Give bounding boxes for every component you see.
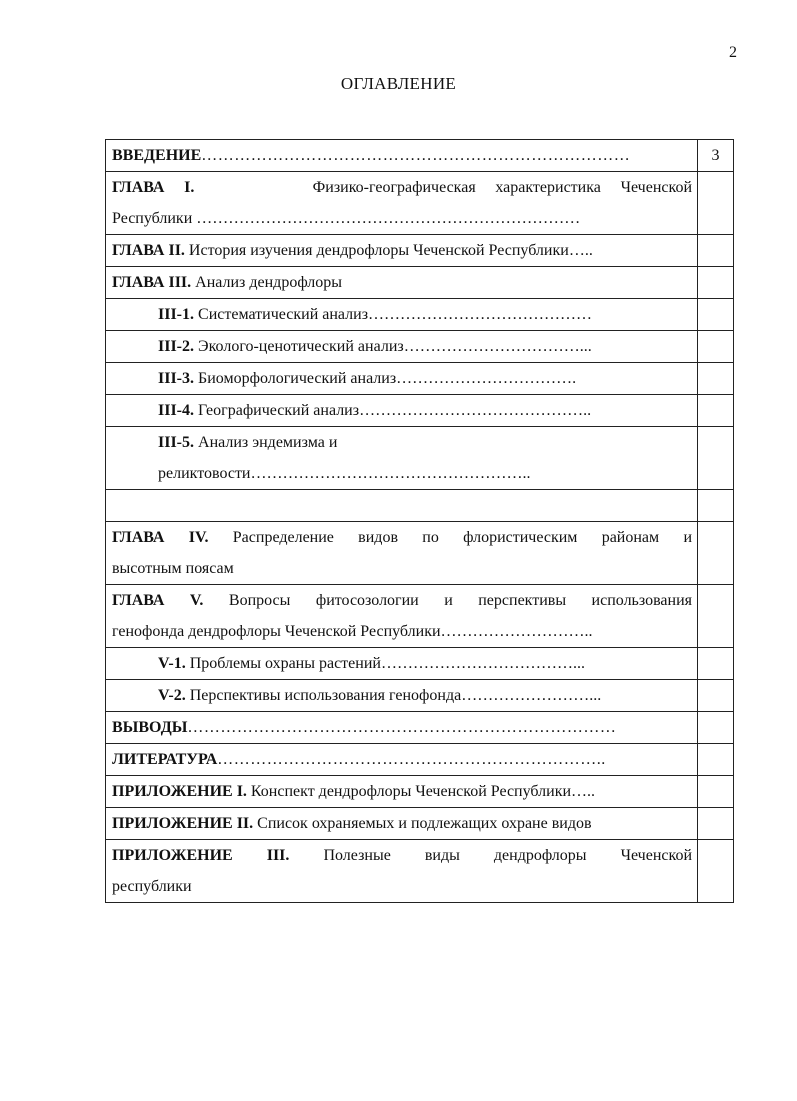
toc-text: Географический анализ……………………………………..: [198, 402, 592, 419]
toc-row-intro: [106, 140, 734, 172]
toc-label: III-3.: [158, 370, 195, 387]
toc-text: Эколого-ценотический анализ……………………………...: [198, 338, 592, 355]
toc-row-literature: [106, 744, 734, 776]
toc-text: Вопросы фитосозологии и перспективы использования: [228, 592, 693, 609]
toc-label: ВВЕДЕНИЕ: [112, 147, 202, 164]
toc-label: ГЛАВА III.: [112, 274, 192, 291]
toc-text: История изучения дендрофлоры Чеченской Республики…..: [188, 242, 593, 259]
toc-row-app2: [106, 808, 734, 840]
toc-label: III-5.: [158, 434, 195, 451]
toc-label: ПРИЛОЖЕНИЕ I.: [112, 783, 247, 800]
toc-text-cont: реликтовости……………………………………………..: [158, 465, 531, 482]
toc-text: Физико-географическая характеристика Чеченской: [312, 179, 693, 196]
toc-label: III-4.: [158, 402, 195, 419]
toc-table: [105, 139, 734, 903]
toc-text: Список охраняемых и подлежащих охране видов: [257, 815, 592, 832]
toc-row-s3-5: [106, 427, 734, 490]
toc-row-s3-3: [106, 363, 734, 395]
toc-label: ГЛАВА I.: [112, 179, 195, 196]
toc-label: ВЫВОДЫ: [112, 719, 188, 736]
toc-row-s5-1: [106, 648, 734, 680]
toc-row-app1: [106, 776, 734, 808]
toc-label: ГЛАВА IV.: [112, 529, 209, 546]
toc-text: Конспект дендрофлоры Чеченской Республики…..: [250, 783, 596, 800]
toc-row-ch2: [106, 235, 734, 267]
toc-row-app3: [106, 840, 734, 903]
toc-text: Распределение видов по флористическим районам и: [232, 529, 693, 546]
toc-label: ГЛАВА II.: [112, 242, 185, 259]
toc-row-s3-1: [106, 299, 734, 331]
toc-label: III-2.: [158, 338, 195, 355]
toc-row-ch4: [106, 522, 734, 585]
toc-row-s3-4: [106, 395, 734, 427]
toc-text: Перспективы использования генофонда……………………...: [189, 687, 602, 704]
toc-label: V-1.: [158, 655, 186, 672]
toc-label: V-2.: [158, 687, 186, 704]
toc-label: III-1.: [158, 306, 195, 323]
toc-row-ch5: [106, 585, 734, 648]
toc-text: Биоморфологический анализ…………………………….: [198, 370, 577, 387]
page-number: 2: [729, 44, 737, 61]
toc-row-conclusions: [106, 712, 734, 744]
page-title: ОГЛАВЛЕНИЕ: [340, 74, 457, 93]
toc-leader: ……………………………………………………………………: [201, 147, 631, 164]
toc-text: Систематический анализ……………………………………: [198, 306, 593, 323]
toc-label: ЛИТЕРАТУРА: [112, 751, 218, 768]
toc-row-s5-2: [106, 680, 734, 712]
toc-text: Анализ эндемизма и: [198, 434, 338, 451]
toc-label: ГЛАВА V.: [112, 592, 204, 609]
toc-label: ПРИЛОЖЕНИЕ II.: [112, 815, 254, 832]
toc-text: Анализ дендрофлоры: [195, 274, 343, 291]
toc-leader: ……………………………………………………………………: [187, 719, 617, 736]
toc-text-cont: высотным поясам: [112, 560, 234, 577]
toc-page: 3: [698, 140, 734, 172]
toc-row-ch1: [106, 172, 734, 235]
toc-text-cont: республики: [112, 878, 192, 895]
toc-row-s3-2: [106, 331, 734, 363]
toc-text-cont: генофонда дендрофлоры Чеченской Республики………………………..: [112, 623, 593, 640]
toc-row-empty: [106, 490, 734, 522]
toc-text: Полезные виды дендрофлоры Чеченской: [323, 847, 693, 864]
toc-text: Проблемы охраны растений………………………………...: [189, 655, 585, 672]
toc-leader: ……………………………………………………………..: [217, 751, 606, 768]
toc-row-ch3: [106, 267, 734, 299]
toc-text-cont: Республики ………………………………………………………………: [112, 210, 581, 227]
toc-label: ПРИЛОЖЕНИЕ III.: [112, 847, 290, 864]
